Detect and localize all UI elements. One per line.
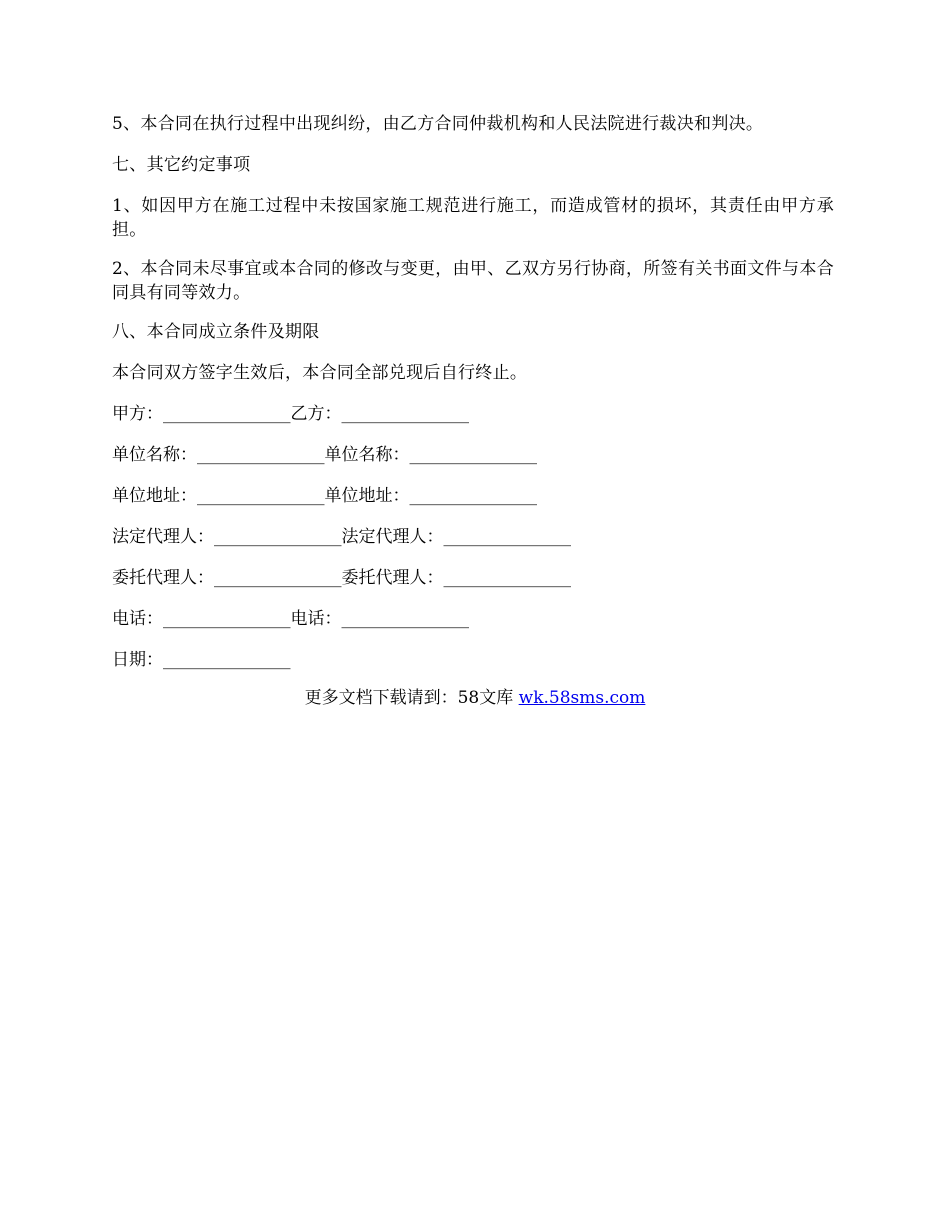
paragraph-amendments: 2、本合同未尽事宜或本合同的修改与变更，由甲、乙双方另行协商，所签有关书面文件与本合同具有同等效力。 (112, 259, 834, 303)
signature-block (112, 402, 834, 672)
footer-text: 更多文档下载请到：58文库 (304, 688, 514, 708)
signature-row-parties: 甲方：_______________乙方：_______________ (112, 404, 469, 424)
signature-row-date: 日期：_______________ (112, 650, 291, 670)
signature-row-legal-representative: 法定代理人：_______________法定代理人：_______________ (112, 527, 571, 547)
signature-row-unit-name: 单位名称：_______________单位名称：_______________ (112, 445, 537, 465)
footer (0, 686, 950, 710)
signature-row-unit-address: 单位地址：_______________单位地址：_______________ (112, 486, 537, 506)
paragraph-termination: 本合同双方签字生效后，本合同全部兑现后自行终止。 (112, 363, 528, 383)
section-heading-other-terms: 七、其它约定事项 (112, 155, 251, 175)
signature-row-phone: 电话：_______________电话：_______________ (112, 609, 469, 629)
signature-row-authorized-agent: 委托代理人：_______________委托代理人：_______________ (112, 568, 571, 588)
footer-link[interactable]: wk.58sms.com (518, 688, 646, 708)
paragraph-dispute-clause: 5、本合同在执行过程中出现纠纷，由乙方合同仲裁机构和人民法院进行裁决和判决。 (112, 114, 764, 134)
document-body (112, 112, 834, 689)
paragraph-damage-liability: 1、如因甲方在施工过程中未按国家施工规范进行施工，而造成管材的损坏，其责任由甲方承担。 (112, 196, 834, 240)
section-heading-validity: 八、本合同成立条件及期限 (112, 322, 320, 342)
